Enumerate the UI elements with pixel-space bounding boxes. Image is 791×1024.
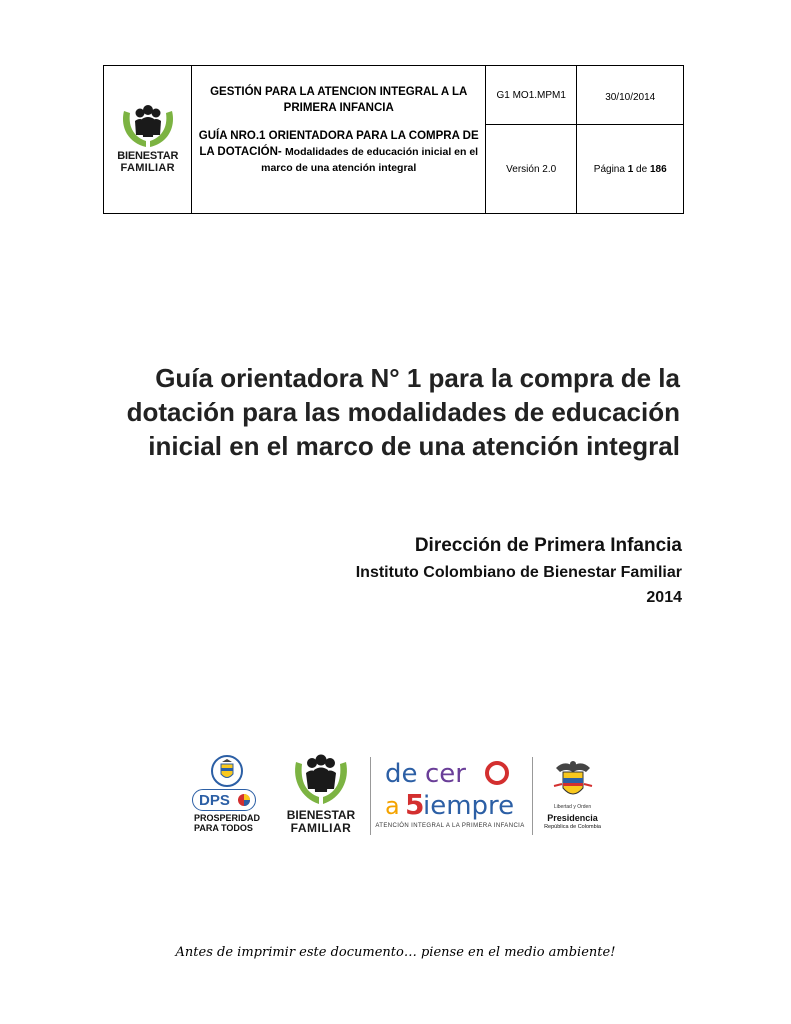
dps-badge — [192, 789, 256, 811]
document-title: Guía orientadora N° 1 para la compra de la dotación para las modalidades de educación inicial en el marco de una atención integral — [126, 363, 680, 461]
presidencia-motto: Libertad y Orden — [553, 804, 592, 810]
document-code: G1 MO1.MPM1 — [496, 90, 566, 101]
guide-subtitle-text: Modalidades de educación inicial en el marco de una atención integral — [261, 146, 479, 174]
bienestar-familiar-logo-icon — [118, 105, 178, 151]
colombia-shield-eagle-icon — [552, 758, 594, 802]
dps-colored-circle-icon — [237, 793, 251, 807]
logo-divider — [370, 757, 371, 835]
footer-note: Antes de imprimir este documento… piense en el medio ambiente! — [175, 945, 616, 960]
page-label: Página — [593, 163, 625, 175]
bienestar-familiar-hands-icon — [291, 754, 351, 808]
logo-text-bienestar: BIENESTAR — [117, 150, 179, 162]
svg-text:5: 5 — [405, 788, 425, 821]
dps-slogan — [194, 814, 264, 833]
page-total: 186 — [649, 163, 667, 175]
header-guide-title — [192, 128, 485, 176]
document-version: Versión 2.0 — [506, 163, 557, 175]
svg-text:iempre: iempre — [423, 791, 515, 821]
logo-text-familiar: FAMILIAR — [120, 162, 175, 174]
header-page-cell — [577, 125, 684, 214]
page-of: de — [636, 163, 648, 175]
document-header-table — [103, 65, 684, 214]
header-main-title: GESTIÓN PARA LA ATENCION INTEGRAL A LA PRIMERA INFANCIA — [210, 86, 468, 114]
de-cero-a-siempre-wordmark-icon — [375, 752, 525, 822]
presidencia-subtitle: República de Colombia — [544, 824, 601, 830]
cero-subtitle-text: ATENCIÓN INTEGRAL A LA PRIMERA INFANCIA — [375, 823, 525, 829]
direccion-heading: Dirección de Primera Infancia — [414, 535, 682, 556]
page-current: 1 — [627, 163, 634, 175]
guide-title-text: GUÍA NRO.1 ORIENTADORA PARA LA COMPRA DE LA DOTACIÓN- — [198, 130, 479, 158]
document-year: 2014 — [646, 589, 682, 606]
presidencia-logo — [540, 758, 605, 838]
bf-logo-line1: BIENESTAR — [286, 808, 356, 822]
presidencia-name: Presidencia — [547, 813, 598, 823]
colombia-coat-of-arms-icon — [210, 754, 244, 788]
header-code-cell — [485, 66, 576, 125]
header-date-cell — [577, 66, 684, 125]
svg-text:de: de — [385, 759, 418, 789]
instituto-name: Instituto Colombiano de Bienestar Familiar — [355, 564, 682, 581]
bienestar-familiar-logo — [285, 754, 355, 840]
partner-logos — [185, 752, 605, 842]
de-cero-subtitle — [375, 823, 525, 829]
header-version-cell — [485, 125, 576, 214]
dps-logo — [190, 752, 260, 838]
svg-text:cer: cer — [425, 759, 466, 789]
dps-slogan-line1: PROSPERIDAD — [194, 813, 261, 823]
de-cero-a-siempre-logo — [375, 752, 525, 838]
header-logo-cell — [104, 66, 192, 214]
logo-divider-2 — [532, 757, 533, 835]
dps-badge-text: DPS — [199, 792, 230, 809]
dps-slogan-line2: PARA TODOS — [194, 822, 253, 833]
bf-logo-line2: FAMILIAR — [290, 821, 352, 835]
document-date: 30/10/2014 — [605, 91, 656, 103]
svg-text:a: a — [385, 792, 400, 820]
header-title-cell — [192, 66, 486, 214]
